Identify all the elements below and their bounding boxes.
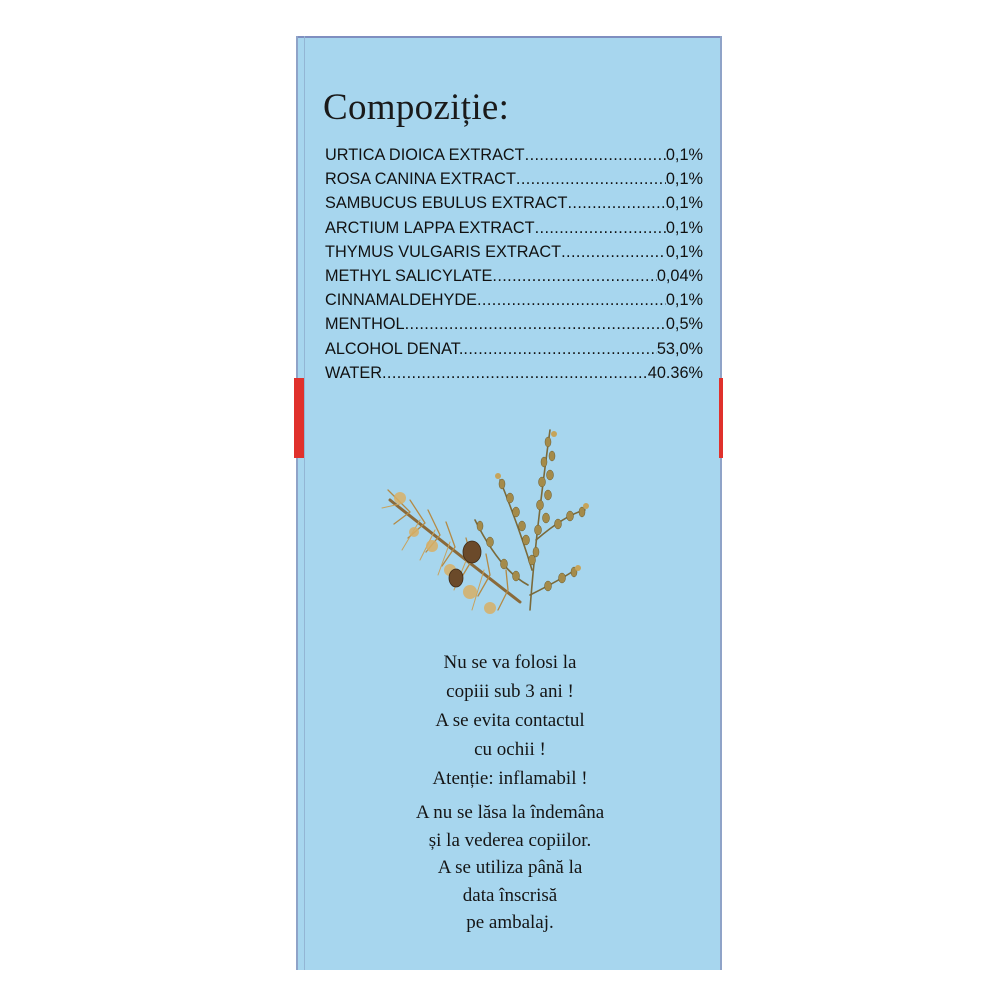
dot-leader [525, 143, 666, 167]
ingredient-name: CINNAMALDEHYDE [325, 291, 477, 310]
ingredient-name: METHYL SALICYLATE [325, 266, 493, 285]
ingredient-value: 53,0% [656, 339, 703, 358]
dot-leader [535, 216, 666, 240]
ingredient-row [325, 167, 703, 191]
ingredient-list [325, 143, 703, 385]
warning-line: copiii sub 3 ani ! [446, 681, 574, 702]
ingredient-name: ARCTIUM LAPPA EXTRACT [325, 218, 535, 237]
ingredient-value: 40.36% [647, 363, 703, 382]
warning-line: și la vederea copiilor. [428, 829, 592, 851]
dot-leader [561, 240, 666, 264]
ingredient-row [325, 361, 703, 385]
ingredient-value: 0,1% [665, 218, 703, 237]
composition-title: Compoziție: [323, 87, 510, 128]
ingredient-row [325, 216, 703, 240]
warning-line: A se evita contactul [435, 710, 585, 731]
warning-line: cu ochii ! [474, 739, 546, 760]
pine-and-thyme-sprig-icon [380, 420, 600, 635]
ingredient-name: WATER [325, 363, 382, 382]
ingredient-row [325, 143, 703, 167]
ingredient-value: 0,1% [665, 194, 703, 213]
dot-leader [382, 361, 648, 385]
ingredient-name: ROSA CANINA EXTRACT [325, 170, 516, 189]
ingredient-name: URTICA DIOICA EXTRACT [325, 146, 525, 164]
ingredient-value: 0,1% [665, 170, 703, 189]
dot-leader [516, 167, 666, 191]
ingredient-name: SAMBUCUS EBULUS EXTRACT [325, 194, 568, 213]
red-edge-marker-left [294, 378, 304, 458]
ingredient-value: 0,5% [665, 315, 703, 334]
warning-line: data înscrisă [462, 884, 558, 906]
ingredient-value: 0,1% [665, 242, 703, 261]
dot-leader [405, 312, 666, 336]
warning-line: Nu se va folosi la [443, 652, 577, 673]
red-edge-marker-right [719, 378, 723, 458]
ingredient-name: THYMUS VULGARIS EXTRACT [325, 242, 562, 261]
dot-leader [492, 264, 656, 288]
label-left-border [296, 36, 298, 970]
label-right-border [720, 36, 722, 970]
ingredient-row [325, 264, 703, 288]
warning-block-1 [300, 648, 720, 793]
ingredient-value: 0,1% [665, 146, 703, 164]
ingredient-name: ALCOHOL DENAT. [325, 339, 464, 358]
ingredient-row [325, 191, 703, 215]
ingredient-row [325, 337, 703, 361]
warning-line: pe ambalaj. [466, 912, 554, 933]
ingredient-value: 0,1% [665, 291, 703, 310]
warning-line: Atenție: inflamabil ! [432, 768, 588, 789]
label-top-border [296, 36, 722, 38]
warning-line: A nu se lăsa la îndemâna [415, 802, 605, 823]
ingredient-row [325, 312, 703, 336]
dot-leader [477, 288, 666, 312]
dot-leader [463, 337, 656, 361]
ingredient-row [325, 288, 703, 312]
warning-line: A se utiliza până la [437, 857, 583, 878]
ingredient-row [325, 240, 703, 264]
ingredient-value: 0,04% [656, 266, 703, 285]
dot-leader [567, 191, 665, 215]
warning-block-2 [300, 799, 720, 937]
ingredient-name: MENTHOL [325, 315, 405, 334]
